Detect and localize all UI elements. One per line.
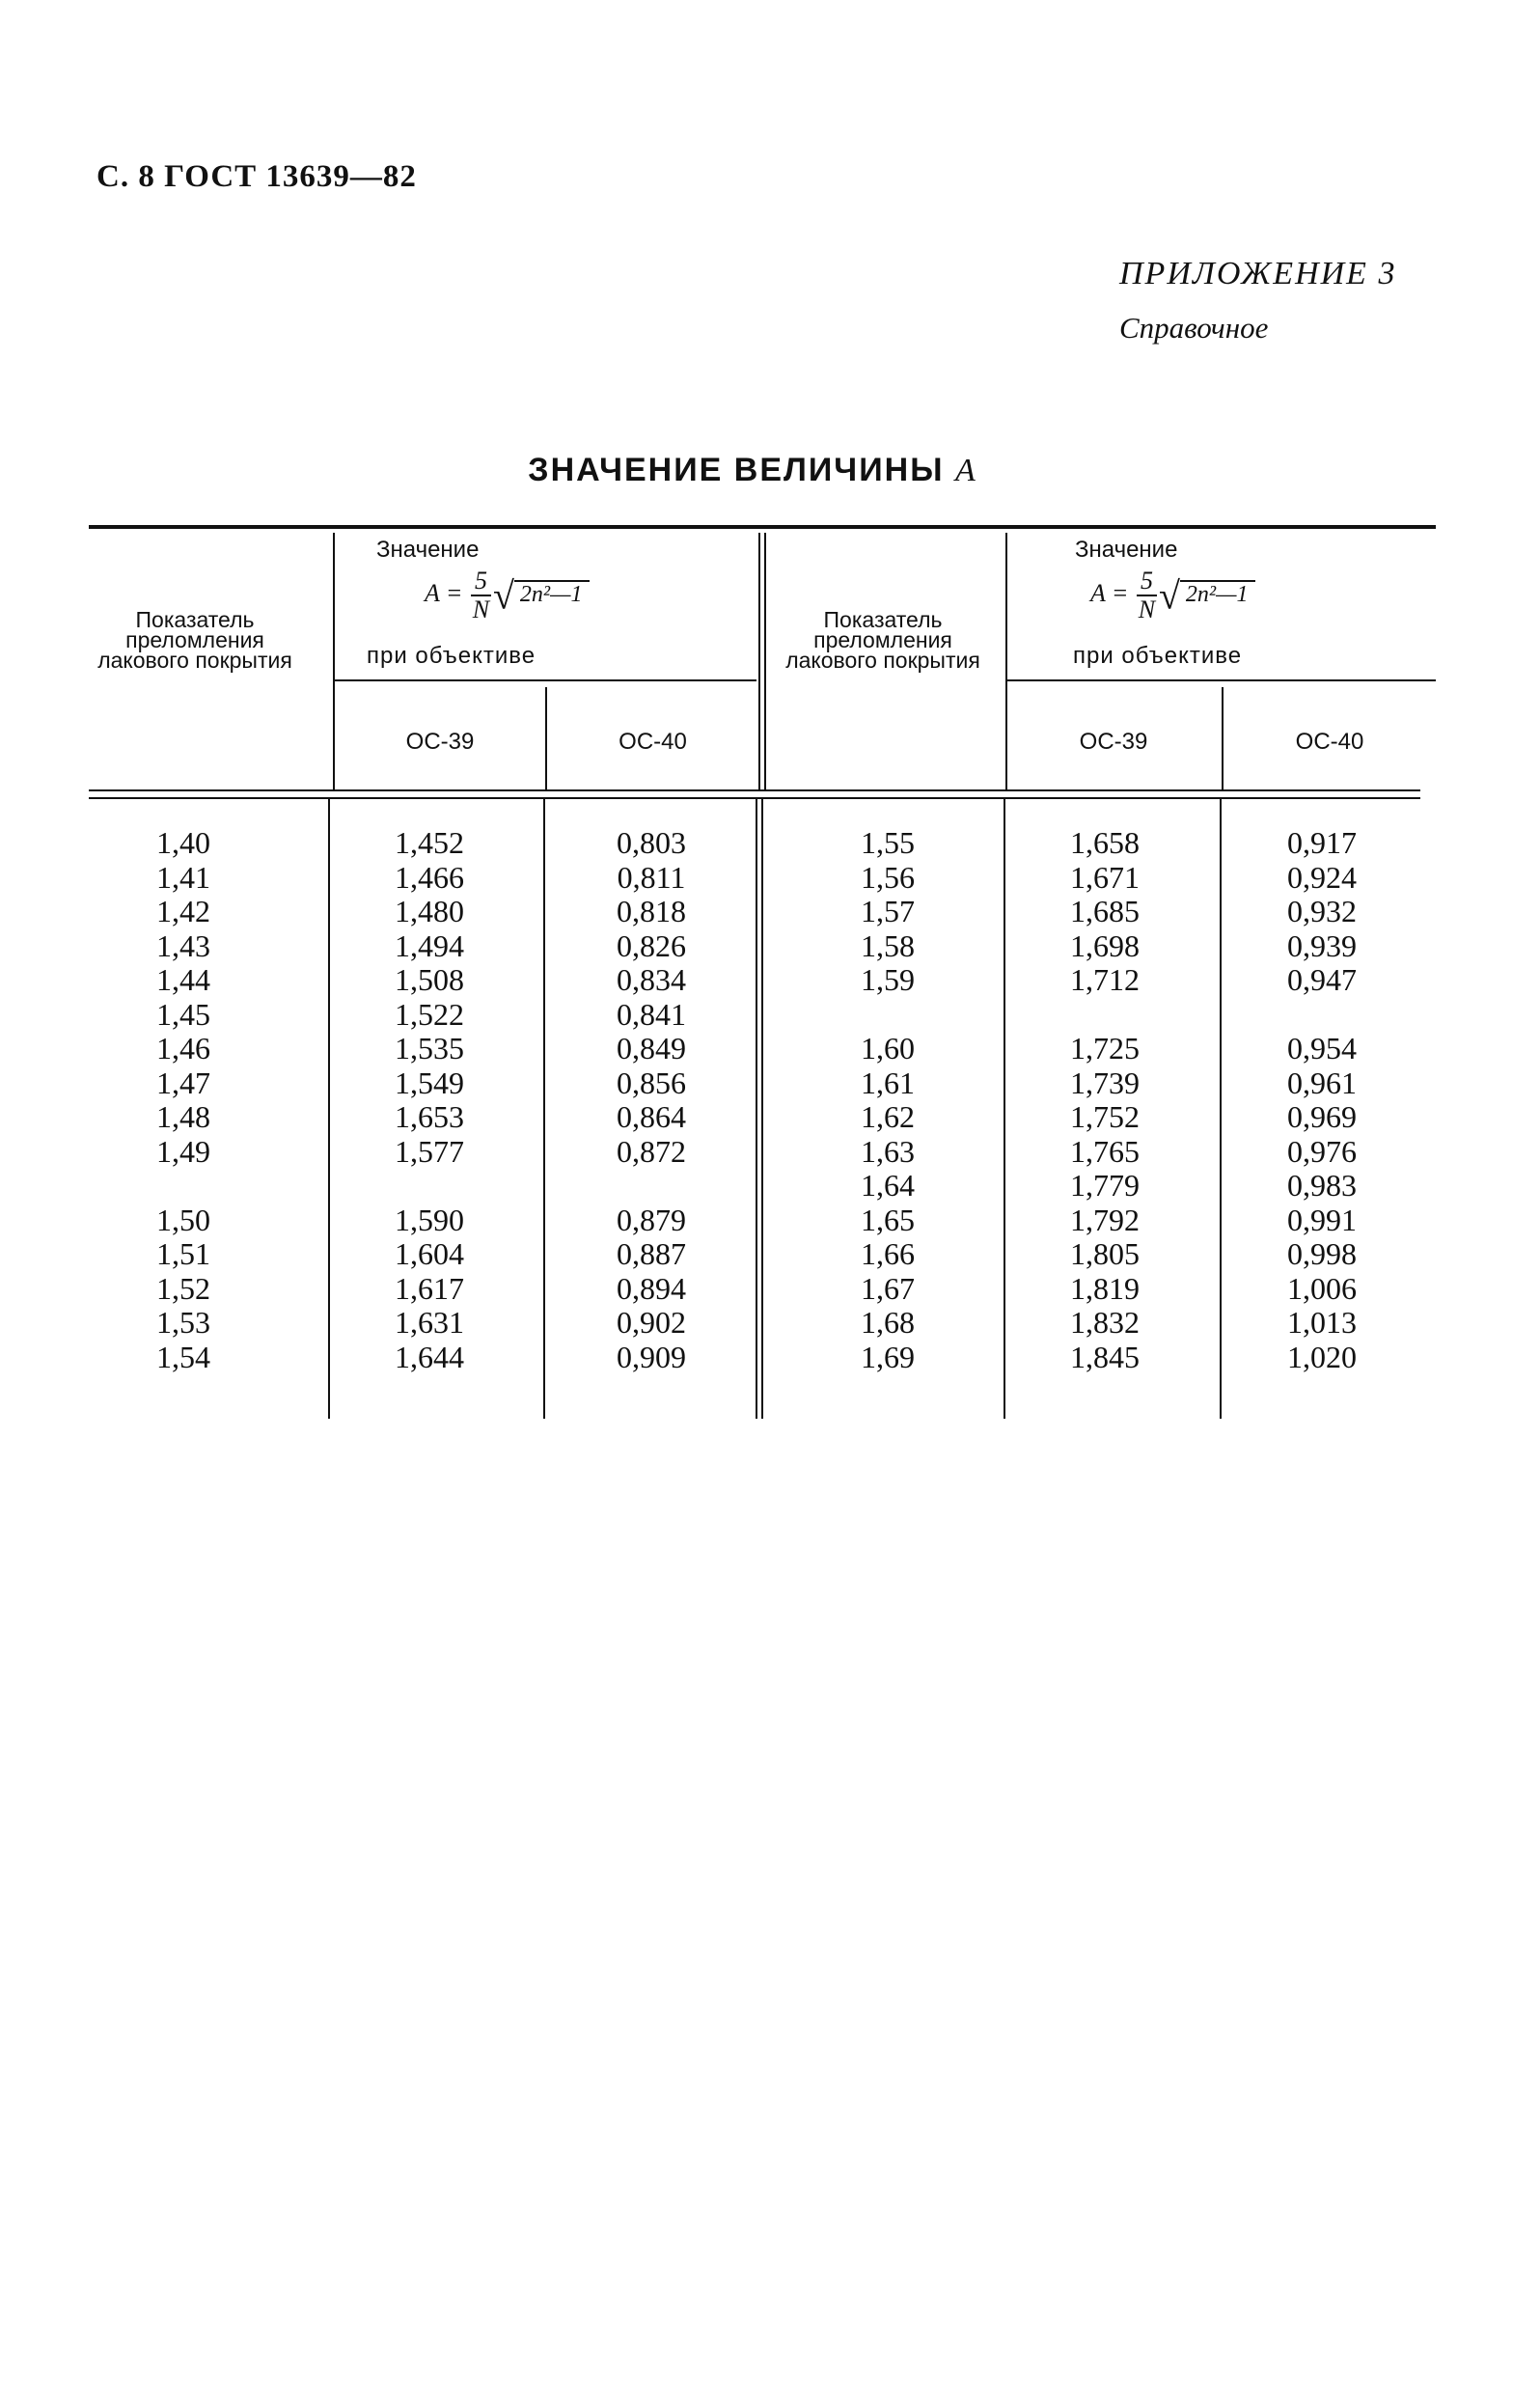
vline-3c [756,799,757,1419]
table-cell: 1,43 [156,927,210,963]
table-cell: 1,68 [861,1305,915,1340]
table-cell: 1,63 [861,1133,915,1169]
table-cell: 0,811 [617,859,686,895]
radical-sign-icon: √ [1158,573,1180,618]
table-cell: 1,46 [156,1031,210,1065]
table-cell: 0,864 [617,1099,686,1134]
table-cell: 0,939 [1287,927,1357,963]
table-cell: 1,55 [861,825,915,860]
subheader-rule-right [1007,679,1436,681]
table-cell: 1,56 [861,859,915,895]
table-cell: 1,013 [1287,1305,1357,1340]
formula-radical: 2n²—1 [1180,580,1256,608]
table-cell: 1,752 [1070,1099,1140,1134]
table-cell: 1,522 [395,996,464,1032]
table-cell: 0,856 [617,1065,686,1100]
formula-radical: 2n²—1 [514,580,591,608]
vline-3d [761,799,763,1419]
table-cell: 0,917 [1287,825,1357,860]
formula-lhs: A = [425,578,463,607]
table-cell: 1,466 [395,859,464,895]
formula-fraction [1137,567,1157,623]
table-cell: 1,725 [1070,1031,1140,1065]
table-cell: 1,020 [1287,1339,1357,1374]
table-cell: 1,765 [1070,1133,1140,1169]
table-cell: 0,887 [617,1236,686,1271]
table-cell: 0,947 [1287,962,1357,997]
table-cell: 0,803 [617,825,686,860]
value-header-top-left: Значение [376,537,480,563]
table-cell: 0,826 [617,927,686,963]
radical-sign-icon: √ [492,573,514,618]
table-cell: 1,604 [395,1236,464,1271]
col-left-os40 [560,826,743,1374]
table-cell: 1,66 [861,1236,915,1271]
table-cell: 1,64 [861,1168,915,1203]
table-cell: 0,932 [1287,894,1357,928]
table-cell: 1,452 [395,825,464,860]
value-header-top-right: Значение [1075,537,1178,563]
subheader-rule-left [335,679,756,681]
table-cell: 1,41 [156,859,210,895]
table-cell: 0,991 [1287,1202,1357,1237]
formula-lhs: A = [1090,578,1129,607]
table-cell: 1,712 [1070,962,1140,997]
table-cell: 1,739 [1070,1065,1140,1100]
table-cell [338,1169,521,1204]
formula-numerator: 5 [471,567,491,596]
table-cell: 0,998 [1287,1236,1357,1271]
formula-denominator: N [1138,595,1156,623]
table-cell: 1,65 [861,1202,915,1237]
table-cell: 1,51 [156,1236,210,1271]
table-cell: 0,879 [617,1202,686,1237]
table-cell: 1,61 [861,1065,915,1100]
table-cell: 1,58 [861,927,915,963]
table-cell: 0,976 [1287,1133,1357,1169]
col-right-index [801,826,975,1374]
table-cell: 1,53 [156,1305,210,1340]
table-cell: 0,909 [617,1339,686,1374]
table-cell: 1,508 [395,962,464,997]
col-header-os40-right: ОС-40 [1295,729,1364,755]
table-cell: 1,535 [395,1031,464,1065]
table-cell: 1,44 [156,962,210,997]
table-cell: 0,961 [1287,1065,1357,1100]
table-cell: 0,849 [617,1031,686,1065]
vline-4b [1004,799,1005,1419]
index-header-left: Показатель преломления лакового покрытия [97,607,292,673]
table-cell: 1,48 [156,1099,210,1134]
table-cell: 1,480 [395,894,464,928]
table-cell: 0,894 [617,1270,686,1306]
table-title-variable: A [954,453,977,488]
table-cell: 1,671 [1070,859,1140,895]
table-cell: 1,60 [861,1031,915,1065]
value-header-bottom-left: при объективе [367,643,536,669]
table-cell: 1,57 [861,894,915,928]
table-cell: 0,983 [1287,1168,1357,1203]
vline-3b [764,533,766,789]
value-header-bottom-right: при объективе [1073,643,1243,669]
table-title-text: ЗНАЧЕНИЕ ВЕЛИЧИНЫ [528,452,945,488]
col-header-os39-left: ОС-39 [405,729,475,755]
table-cell [1013,998,1196,1033]
col-left-os39 [338,826,521,1374]
table-cell: 1,52 [156,1270,210,1306]
vline-5b [1220,799,1222,1419]
table-cell: 1,832 [1070,1305,1140,1340]
col-header-os39-right: ОС-39 [1079,729,1148,755]
vline-3a [758,533,760,789]
page-header: С. 8 ГОСТ 13639—82 [96,159,417,194]
table-cell: 1,698 [1070,927,1140,963]
table-cell: 1,69 [861,1339,915,1374]
table-cell [96,1169,270,1204]
table-cell: 1,779 [1070,1168,1140,1203]
table-cell: 1,845 [1070,1339,1140,1374]
formula-left [425,567,590,623]
table-title [0,452,1505,489]
col-right-os39 [1013,826,1196,1374]
table-cell: 1,577 [395,1133,464,1169]
col-header-os40-left: ОС-40 [619,729,687,755]
table-cell [801,998,975,1033]
table-cell: 1,40 [156,825,210,860]
col-left-index [96,826,270,1374]
table-cell: 1,685 [1070,894,1140,928]
table-cell: 1,42 [156,894,210,928]
vline-2b [543,799,545,1419]
table-cell: 1,590 [395,1202,464,1237]
table-cell: 1,805 [1070,1236,1140,1271]
table-cell: 1,819 [1070,1270,1140,1306]
table-cell: 1,653 [395,1099,464,1134]
table-cell: 0,818 [617,894,686,928]
appendix-subtitle: Справочное [1119,311,1269,345]
table-cell: 1,47 [156,1065,210,1100]
table-cell [560,1169,743,1204]
table-top-rule [89,525,1436,529]
formula-fraction [471,567,491,623]
table-cell: 1,658 [1070,825,1140,860]
table-cell: 1,62 [861,1099,915,1134]
appendix-title: ПРИЛОЖЕНИЕ 3 [1119,256,1397,291]
formula-denominator: N [472,595,490,623]
table-cell: 1,006 [1287,1270,1357,1306]
formula-right [1090,567,1255,623]
table-cell: 1,59 [861,962,915,997]
table-cell: 0,902 [617,1305,686,1340]
formula-numerator: 5 [1137,567,1157,596]
vline-1b [328,799,330,1419]
table-cell: 0,954 [1287,1031,1357,1065]
table-cell: 0,924 [1287,859,1357,895]
table-cell: 1,792 [1070,1202,1140,1237]
table-cell: 1,644 [395,1339,464,1374]
table-cell: 1,49 [156,1133,210,1169]
table-cell: 1,494 [395,927,464,963]
table-cell [1225,998,1418,1033]
index-header-right: Показатель преломления лакового покрытия [785,607,980,673]
table-cell: 1,549 [395,1065,464,1100]
table-cell: 0,969 [1287,1099,1357,1134]
col-right-os40 [1225,826,1418,1374]
table-cell: 1,54 [156,1339,210,1374]
table-cell: 0,872 [617,1133,686,1169]
header-bottom-rule-1 [89,789,1420,791]
table-cell: 1,67 [861,1270,915,1306]
table-cell: 1,631 [395,1305,464,1340]
table-cell: 0,841 [617,996,686,1032]
table-cell: 1,617 [395,1270,464,1306]
table-cell: 1,50 [156,1202,210,1237]
table-cell: 0,834 [617,962,686,997]
table-cell: 1,45 [156,996,210,1032]
